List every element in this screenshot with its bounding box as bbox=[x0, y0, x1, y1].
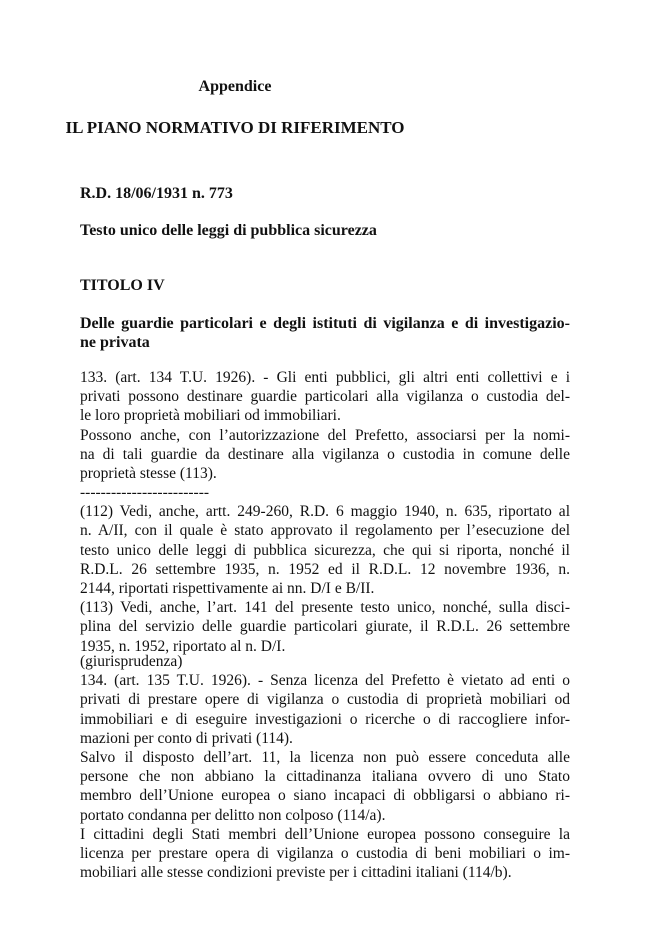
text-line: proprietà stesse (113). bbox=[80, 465, 217, 483]
text-line: licenza per prestare opera di vigilanza o custodia di beni mobiliari o im- bbox=[80, 845, 570, 863]
text-line: mazioni per conto di privati (114). bbox=[80, 729, 293, 747]
footnote-separator: ------------------------- bbox=[80, 484, 210, 501]
section-heading bbox=[80, 314, 570, 352]
text-line: immobiliari e di eseguire investigazioni o ricerche o di raccogliere infor- bbox=[80, 710, 570, 728]
page-title: IL PIANO NORMATIVO DI RIFERIMENTO bbox=[65, 118, 405, 137]
text-line: Salvo il disposto dell’art. 11, la licenza non può essere conceduta alle bbox=[80, 749, 570, 767]
text-line: mobiliari alle stesse condizioni previste per i cittadini italiani (114/b). bbox=[80, 864, 512, 882]
text-line: persone che non abbiano la cittadinanza italiana ovvero di uno Stato bbox=[80, 768, 570, 786]
text-line: 133. (art. 134 T.U. 1926). - Gli enti pubblici, gli altri enti collettivi e i bbox=[80, 369, 570, 386]
appendix-label: Appendice bbox=[198, 78, 272, 95]
section-heading-line: Delle guardie particolari e degli istituti di vigilanza e di investigazio- bbox=[80, 315, 570, 332]
text-line: privati possono destinare guardie particolari alla vigilanza o custodia del- bbox=[80, 388, 570, 406]
text-line: membro dell’Unione europea o siano incapaci di obbligarsi o abbiano ri- bbox=[80, 787, 570, 805]
article-133 bbox=[80, 368, 570, 483]
footnote-line: R.D.L. 26 settembre 1935, n. 1952 ed il R.D.L. 12 novembre 1936, n. bbox=[80, 560, 570, 578]
footnote-line: n. A/II, con il quale è stato approvato il regolamento per l’esecuzione del bbox=[80, 522, 570, 540]
footnote-line: 1935, n. 1952, riportato al n. D/I. bbox=[80, 637, 286, 655]
text-line: na di tali guardie da destinare alla vigilanza o custodia in comune delle bbox=[80, 445, 570, 463]
article-134 bbox=[80, 652, 570, 882]
footnotes bbox=[80, 483, 570, 656]
text-line: portato condanna per delitto non colposo (114/a). bbox=[80, 806, 386, 824]
law-title: Testo unico delle leggi di pubblica sicurezza bbox=[80, 222, 377, 239]
text-line: 134. (art. 135 T.U. 1926). - Senza licenza del Prefetto è vietato ad enti o bbox=[80, 672, 570, 690]
text-line: privati di prestare opere di vigilanza o custodia di proprietà mobiliari od bbox=[80, 691, 570, 709]
footnote-line: (113) Vedi, anche, l’art. 141 del presente testo unico, nonché, sulla disci- bbox=[80, 599, 570, 617]
section-heading-line: ne privata bbox=[80, 334, 150, 351]
text-line: I cittadini degli Stati membri dell’Unione europea possono conseguire la bbox=[80, 825, 570, 843]
text-line: le loro proprietà mobiliari od immobiliari. bbox=[80, 407, 341, 425]
footnote-line: (112) Vedi, anche, artt. 249-260, R.D. 6 maggio 1940, n. 635, riportato al bbox=[80, 503, 570, 521]
law-reference: R.D. 18/06/1931 n. 773 bbox=[80, 185, 233, 202]
footnote-line: testo unico delle leggi di pubblica sicurezza, che qui si riporta, nonché il bbox=[80, 541, 570, 559]
footnote-line: 2144, riportati rispettivamente ai nn. D/I e B/II. bbox=[80, 580, 375, 598]
footnote-line: plina del servizio delle guardie particolari giurate, il R.D.L. 26 settembre bbox=[80, 618, 570, 636]
jurisprudence-label: (giurisprudenza) bbox=[80, 653, 183, 670]
section-titolo: TITOLO IV bbox=[80, 277, 165, 294]
text-line: Possono anche, con l’autorizzazione del Prefetto, associarsi per la nomi- bbox=[80, 426, 570, 444]
